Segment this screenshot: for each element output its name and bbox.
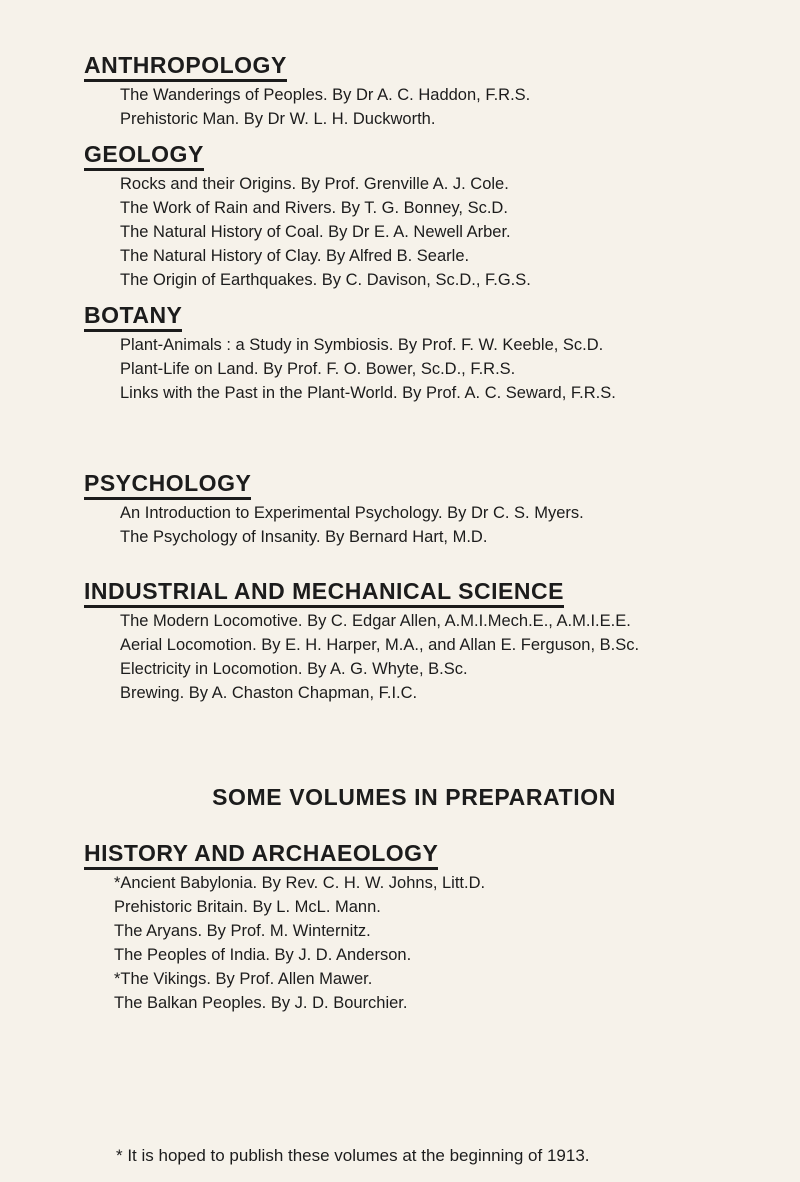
section-heading: HISTORY AND ARCHAEOLOGY: [84, 840, 439, 866]
section-heading: ANTHROPOLOGY: [84, 52, 287, 78]
list-item: *The Vikings. By Prof. Allen Mawer.: [114, 970, 373, 988]
list-item: *Ancient Babylonia. By Rev. C. H. W. Johns, Litt.D.: [114, 874, 486, 892]
list-item: The Natural History of Clay. By Alfred B. Searle.: [120, 247, 470, 265]
list-item: The Balkan Peoples. By J. D. Bourchier.: [114, 994, 408, 1012]
list-item: An Introduction to Experimental Psychology. By Dr C. S. Myers.: [120, 504, 584, 522]
preparation-title: SOME VOLUMES IN PREPARATION: [212, 784, 616, 810]
list-item: The Work of Rain and Rivers. By T. G. Bonney, Sc.D.: [120, 199, 508, 217]
list-item: Prehistoric Man. By Dr W. L. H. Duckworth.: [120, 110, 436, 128]
list-item: The Psychology of Insanity. By Bernard Hart, M.D.: [120, 528, 488, 546]
section-industrial-mechanical-science: [84, 578, 744, 706]
list-item: Aerial Locomotion. By E. H. Harper, M.A., and Allan E. Ferguson, B.Sc.: [120, 636, 640, 654]
entry-list: [120, 173, 744, 291]
entry-list: [114, 872, 744, 1014]
list-item: The Origin of Earthquakes. By C. Davison, Sc.D., F.G.S.: [120, 271, 531, 289]
section-anthropology: [84, 52, 744, 132]
list-item: The Aryans. By Prof. M. Winternitz.: [114, 922, 371, 940]
section-history-archaeology: [84, 840, 744, 1016]
section-heading: INDUSTRIAL AND MECHANICAL SCIENCE: [84, 578, 564, 604]
list-item: The Wanderings of Peoples. By Dr A. C. Haddon, F.R.S.: [120, 86, 531, 104]
list-item: Prehistoric Britain. By L. McL. Mann.: [114, 898, 381, 916]
list-item: Electricity in Locomotion. By A. G. Whyte, B.Sc.: [120, 660, 468, 678]
list-item: Plant-Animals : a Study in Symbiosis. By Prof. F. W. Keeble, Sc.D.: [120, 336, 604, 354]
section-heading: BOTANY: [84, 302, 183, 328]
section-botany: [84, 302, 744, 406]
entry-list: [120, 502, 720, 548]
list-item: The Natural History of Coal. By Dr E. A. Newell Arber.: [120, 223, 511, 241]
list-item: Plant-Life on Land. By Prof. F. O. Bower, Sc.D., F.R.S.: [120, 360, 516, 378]
section-heading: PSYCHOLOGY: [84, 470, 252, 496]
list-item: Links with the Past in the Plant-World. By Prof. A. C. Seward, F.R.S.: [120, 384, 616, 402]
entry-list: [120, 334, 720, 404]
entry-list: [120, 610, 720, 704]
footnote: * It is hoped to publish these volumes at the beginning of 1913.: [116, 1146, 590, 1165]
list-item: The Modern Locomotive. By C. Edgar Allen, A.M.I.Mech.E., A.M.I.E.E.: [120, 612, 631, 630]
section-geology: [84, 141, 744, 293]
section-psychology: [84, 470, 744, 550]
list-item: Rocks and their Origins. By Prof. Grenville A. J. Cole.: [120, 175, 509, 193]
section-heading: GEOLOGY: [84, 141, 204, 167]
list-item: Brewing. By A. Chaston Chapman, F.I.C.: [120, 684, 418, 702]
entry-list: [120, 84, 744, 130]
list-item: The Peoples of India. By J. D. Anderson.: [114, 946, 412, 964]
